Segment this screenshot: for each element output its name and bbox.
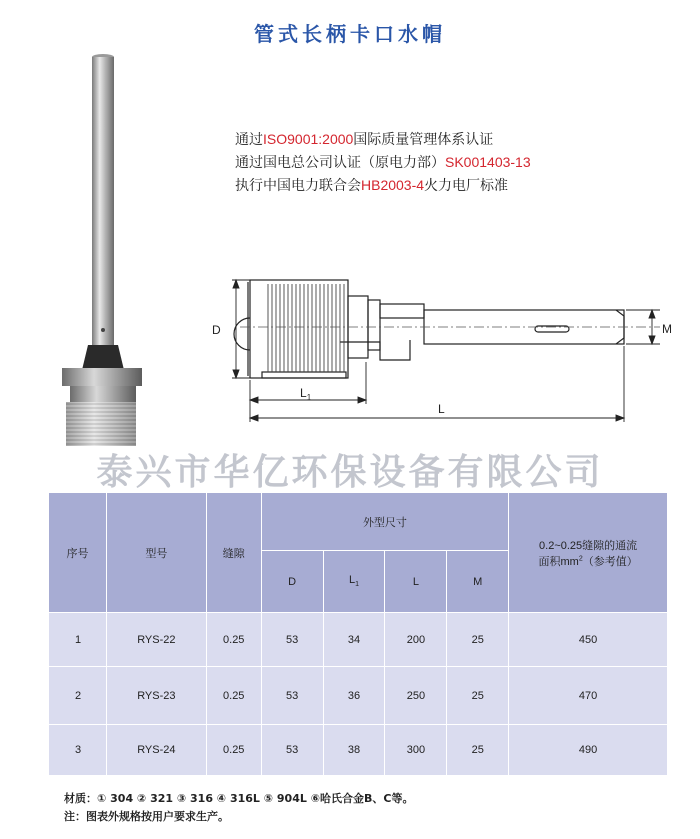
table-row	[49, 725, 668, 776]
dimension-label-l: L	[438, 402, 445, 416]
cell-d: 53	[261, 613, 323, 667]
cell-gap: 0.25	[206, 667, 261, 725]
header-outer-size: 外型尺寸	[261, 493, 509, 551]
cell-m: 25	[447, 725, 509, 776]
company-name: 泰兴市华亿环保设备有限公司	[96, 452, 604, 493]
cell-d: 53	[261, 725, 323, 776]
material-note: 材质：① 304 ② 321 ③ 316 ④ 316L ⑤ 904L ⑥哈氏合金B、C等。	[64, 792, 414, 805]
header-model: 型号	[106, 493, 206, 613]
cell-index: 3	[49, 725, 107, 776]
header-gap: 缝隙	[206, 493, 261, 613]
header-index: 序号	[49, 493, 107, 613]
certification-line: 通过国电总公司认证（原电力部）SK001403-13	[235, 154, 531, 171]
cell-l1: 38	[323, 725, 385, 776]
cell-index: 1	[49, 613, 107, 667]
page-title: 管式长柄卡口水帽	[254, 22, 446, 46]
cell-l1: 36	[323, 667, 385, 725]
certification-line: 通过ISO9001:2000国际质量管理体系认证	[235, 131, 494, 148]
header-flow-area: 0.2~0.25缝隙的通流 面积$mm^2$（参考值）	[509, 493, 668, 613]
header-d: D	[261, 551, 323, 613]
cell-index: 2	[49, 667, 107, 725]
cell-l: 300	[385, 725, 447, 776]
cell-gap: 0.25	[206, 725, 261, 776]
header-l1: $L_1$	[323, 551, 385, 613]
dimension-label-d: D	[212, 323, 221, 337]
cell-area: 450	[509, 613, 668, 667]
header-l: L	[385, 551, 447, 613]
cell-d: 53	[261, 667, 323, 725]
cell-model: RYS-22	[106, 613, 206, 667]
cell-area: 470	[509, 667, 668, 725]
notes	[64, 790, 413, 826]
cell-model: RYS-24	[106, 725, 206, 776]
remark-note: 注：图表外规格按用户要求生产。	[64, 810, 229, 823]
cell-gap: 0.25	[206, 613, 261, 667]
cell-l1: 34	[323, 613, 385, 667]
table-row	[49, 667, 668, 725]
header-m: M	[447, 551, 509, 613]
dimension-label-l1: $L_1$	[300, 386, 312, 402]
cell-m: 25	[447, 667, 509, 725]
cell-m: 25	[447, 613, 509, 667]
table-row	[49, 613, 668, 667]
cell-area: 490	[509, 725, 668, 776]
cell-model: RYS-23	[106, 667, 206, 725]
cell-l: 200	[385, 613, 447, 667]
cell-l: 250	[385, 667, 447, 725]
spec-table	[48, 492, 668, 776]
dimension-label-m: M	[662, 322, 672, 336]
certification-line: 执行中国电力联合会HB2003-4火力电厂标准	[235, 177, 509, 194]
